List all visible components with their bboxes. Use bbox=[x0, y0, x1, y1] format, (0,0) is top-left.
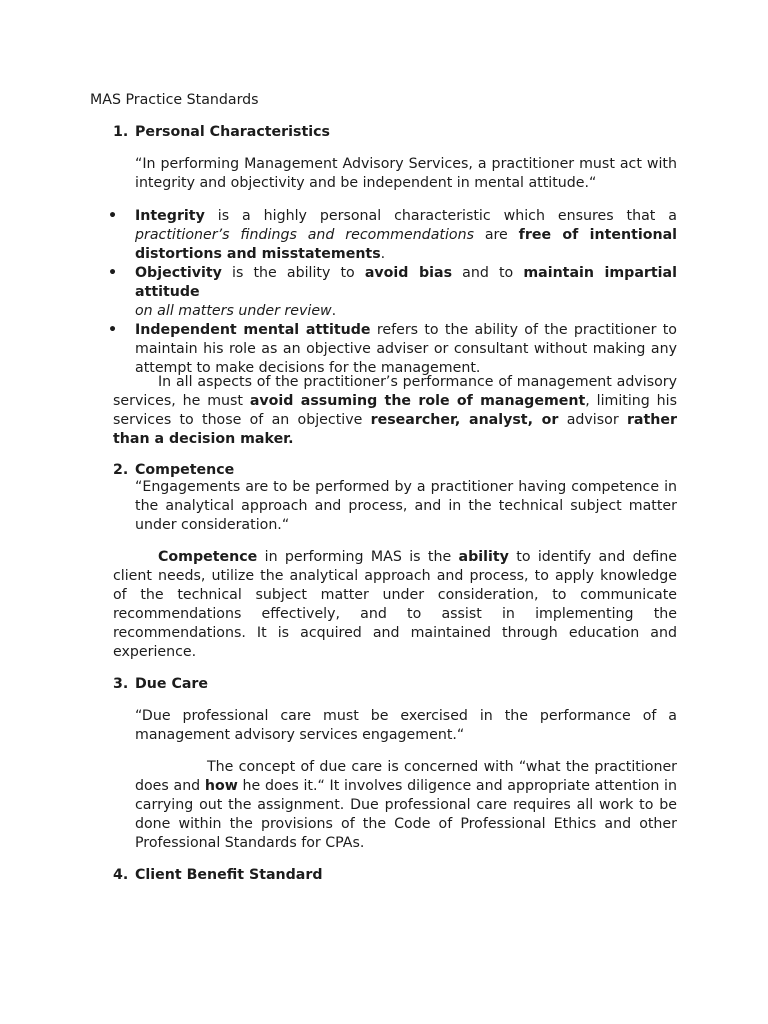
section-number: 4. bbox=[113, 867, 129, 883]
term-objectivity: Objectivity bbox=[135, 265, 222, 281]
text: , limiting his services to those of an objective bbox=[113, 393, 677, 428]
personal-characteristics-quote: “In performing Management Advisory Services, a practitioner must act with integrity and objectivity and be independent in mental attitude.“ bbox=[135, 156, 677, 191]
section-title: Due Care bbox=[135, 676, 209, 692]
text: is the ability to bbox=[221, 265, 365, 281]
section-number: 3. bbox=[113, 676, 129, 692]
section-heading-personal-characteristics bbox=[113, 123, 330, 142]
text: is a highly personal characteristic which ensures that a bbox=[204, 208, 677, 224]
emphasis-bold: rather than a decision maker. bbox=[113, 412, 678, 447]
text: and to bbox=[452, 265, 524, 281]
role-of-management-paragraph bbox=[113, 373, 677, 449]
section-number: 2. bbox=[113, 462, 129, 478]
emphasis: practitioner’s findings and recommendations bbox=[135, 227, 474, 243]
page-title: MAS Practice Standards bbox=[90, 92, 259, 108]
term-integrity: Integrity bbox=[135, 208, 205, 224]
list-item-independent-mental-attitude bbox=[108, 321, 677, 378]
characteristics-list bbox=[108, 207, 678, 378]
text: are bbox=[473, 227, 519, 243]
text: advisor bbox=[558, 412, 627, 428]
term-independent-mental-attitude: Independent mental attitude bbox=[135, 322, 371, 338]
text: . bbox=[331, 303, 337, 319]
text: refers to the ability of the practitioner to maintain his role as an objective adviser or consultant without making any attempt to make decisions for the management. bbox=[135, 322, 677, 376]
section-heading-client-benefit-standard bbox=[113, 866, 323, 885]
text: . bbox=[380, 246, 386, 262]
emphasis-bold: how bbox=[204, 778, 238, 794]
bullet-icon: • bbox=[108, 265, 118, 281]
text: he does it.“ It involves diligence and appropriate attention in carrying out the assignment. Due professional care requires all work to be done within the provisions of the Code of Professional Ethics and other Professional Standards for CPAs. bbox=[135, 778, 677, 851]
text: in performing MAS is the bbox=[257, 549, 459, 565]
list-item-objectivity bbox=[108, 264, 677, 321]
section-heading-due-care bbox=[113, 675, 208, 694]
bullet-icon: • bbox=[108, 208, 118, 224]
text: The concept of due care is concerned with “what the practitioner does and bbox=[135, 759, 677, 794]
list-item-integrity bbox=[108, 207, 678, 264]
emphasis-bold: maintain impartial attitude bbox=[135, 265, 677, 300]
bullet-icon: • bbox=[108, 322, 118, 338]
section-title: Competence bbox=[135, 462, 235, 478]
emphasis-bold: ability bbox=[458, 549, 509, 565]
emphasis-bold: avoid assuming the role of management bbox=[249, 393, 586, 409]
text: to identify and define client needs, utilize the analytical approach and process, to apply knowledge of the technical subject matter under consideration, to communicate recommendations effectively, and to assist in implementing the recommendations. It is acquired and maintained through education and experience. bbox=[113, 549, 677, 660]
section-number: 1. bbox=[113, 124, 129, 140]
competence-quote: “Engagements are to be performed by a practitioner having competence in the analytical approach and process, and in the technical subject matter under consideration.“ bbox=[135, 479, 677, 533]
text: In all aspects of the practitioner’s performance of management advisory services, he must bbox=[113, 374, 677, 409]
section-title: Personal Characteristics bbox=[135, 124, 330, 140]
emphasis-bold: avoid bias bbox=[364, 265, 453, 281]
emphasis-bold: researcher, analyst, or bbox=[370, 412, 559, 428]
emphasis-bold: free of intentional distortions and misstatements bbox=[135, 227, 678, 262]
due-care-quote: “Due professional care must be exercised in the performance of a management advisory services engagement.“ bbox=[135, 708, 677, 743]
competence-paragraph bbox=[113, 548, 677, 662]
section-title: Client Benefit Standard bbox=[135, 867, 323, 883]
term-competence: Competence bbox=[158, 549, 258, 565]
emphasis: on all matters under review bbox=[135, 303, 332, 319]
due-care-paragraph bbox=[135, 758, 677, 853]
